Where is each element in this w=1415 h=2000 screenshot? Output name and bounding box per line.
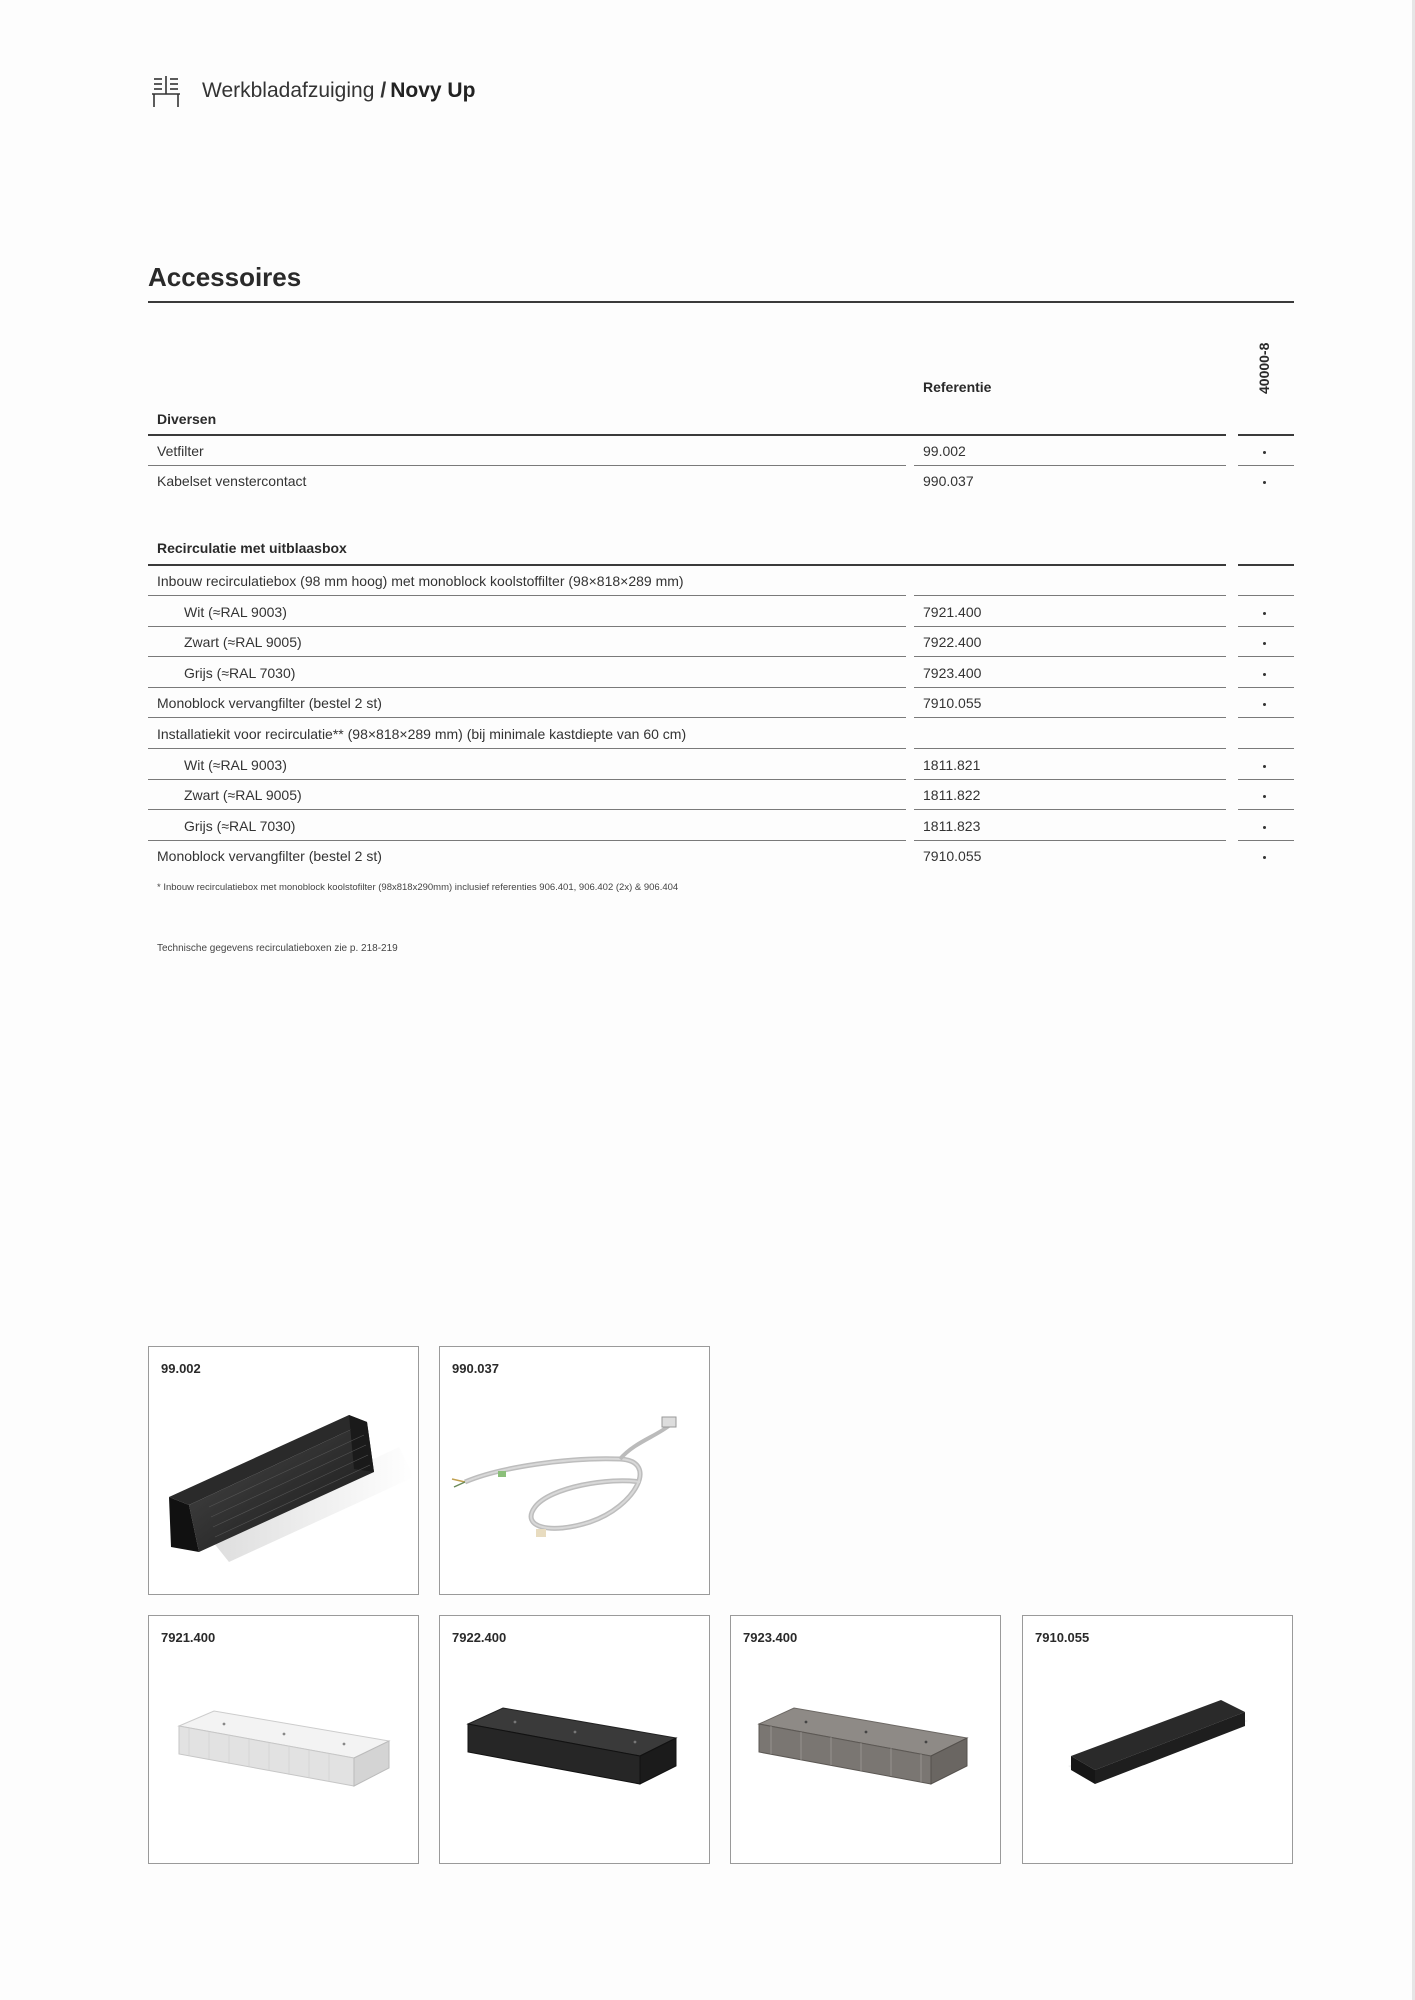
row-reference: 1811.823	[923, 817, 981, 834]
product-card	[148, 1615, 419, 1864]
row-description: Grijs (≈RAL 7030)	[184, 817, 296, 834]
product-card	[148, 1346, 419, 1595]
availability-dot	[1263, 481, 1266, 484]
row-description: Zwart (≈RAL 9005)	[184, 787, 302, 804]
row-description: Grijs (≈RAL 7030)	[184, 664, 296, 681]
breadcrumb-category: Werkbladafzuiging	[202, 79, 375, 102]
table-row	[148, 719, 1294, 749]
product-code: 7922.400	[452, 1630, 507, 1645]
product-code: 7923.400	[743, 1630, 798, 1645]
availability-dot	[1263, 673, 1266, 676]
row-description: Zwart (≈RAL 9005)	[184, 634, 302, 651]
recirculation-box-grey-image	[731, 1656, 1000, 1863]
product-code: 99.002	[161, 1361, 201, 1376]
availability-dot	[1263, 642, 1266, 645]
technical-reference-note: Technische gegevens recirculatieboxen zie p. 218-219	[157, 943, 398, 954]
breadcrumb-product: Novy Up	[390, 79, 476, 102]
table-row	[148, 780, 1294, 810]
product-card	[1022, 1615, 1293, 1864]
availability-dot	[1263, 451, 1266, 454]
row-reference: 1811.821	[923, 756, 981, 773]
row-description: Monoblock vervangfilter (bestel 2 st)	[157, 848, 382, 865]
table-row	[148, 566, 1294, 596]
row-reference: 99.002	[923, 443, 966, 459]
row-description: Kabelset venstercontact	[157, 473, 307, 489]
table-row	[148, 841, 1294, 871]
availability-dot	[1263, 856, 1266, 859]
row-reference: 7921.400	[923, 603, 982, 620]
row-reference: 990.037	[923, 473, 974, 489]
row-description: Vetfilter	[157, 443, 204, 459]
page-header	[150, 74, 475, 108]
breadcrumb	[202, 79, 475, 103]
row-description: Monoblock vervangfilter (bestel 2 st)	[157, 695, 382, 712]
table-row	[148, 466, 1294, 496]
table-row	[148, 436, 1294, 466]
grease-filter-image	[149, 1387, 418, 1594]
table-row	[148, 627, 1294, 657]
availability-dot	[1263, 703, 1266, 706]
footnote: * Inbouw recirculatiebox met monoblock koolstofilter (98x818x290mm) inclusief referenties 906.401, 906.402 (2x) & 906.404	[157, 882, 679, 893]
table-row	[148, 811, 1294, 841]
breadcrumb-separator: /	[380, 79, 387, 102]
availability-dot	[1263, 826, 1266, 829]
row-reference: 7923.400	[923, 664, 982, 681]
product-code: 7921.400	[161, 1630, 216, 1645]
cable-set-image	[440, 1387, 709, 1594]
table-row	[148, 688, 1294, 718]
row-reference: 1811.822	[923, 787, 981, 804]
row-reference: 7910.055	[923, 848, 982, 865]
availability-dot	[1263, 765, 1266, 768]
product-card	[730, 1615, 1001, 1864]
table-row	[148, 658, 1294, 688]
group-title-recirculatie: Recirculatie met uitblaasbox	[157, 540, 347, 556]
row-description: Wit (≈RAL 9003)	[184, 756, 287, 773]
monoblock-filter-image	[1023, 1656, 1292, 1863]
recirculation-box-black-image	[440, 1656, 709, 1863]
row-reference: 7910.055	[923, 695, 982, 712]
product-code: 7910.055	[1035, 1630, 1090, 1645]
row-description: Installatiekit voor recirculatie** (98×818×289 mm) (bij minimale kastdiepte van 60 cm)	[157, 726, 687, 742]
product-code: 990.037	[452, 1361, 499, 1376]
availability-dot	[1263, 612, 1266, 615]
row-reference: 7922.400	[923, 634, 982, 651]
group-title-diversen: Diversen	[157, 411, 217, 427]
recirculation-box-white-image	[149, 1656, 418, 1863]
table-row	[148, 750, 1294, 780]
downdraft-hood-icon	[150, 74, 182, 108]
title-divider	[148, 301, 1294, 303]
model-column-header	[1256, 342, 1276, 394]
product-card	[439, 1346, 710, 1595]
row-description: Inbouw recirculatiebox (98 mm hoog) met monoblock koolstoffilter (98×818×289 mm)	[157, 573, 684, 589]
product-card	[439, 1615, 710, 1864]
availability-dot	[1263, 795, 1266, 798]
model-column-label: 40000-8	[1256, 342, 1272, 394]
table-row	[148, 597, 1294, 627]
reference-column-header: Referentie	[923, 379, 992, 395]
section-title: Accessoires	[148, 262, 302, 292]
row-description: Wit (≈RAL 9003)	[184, 603, 287, 620]
